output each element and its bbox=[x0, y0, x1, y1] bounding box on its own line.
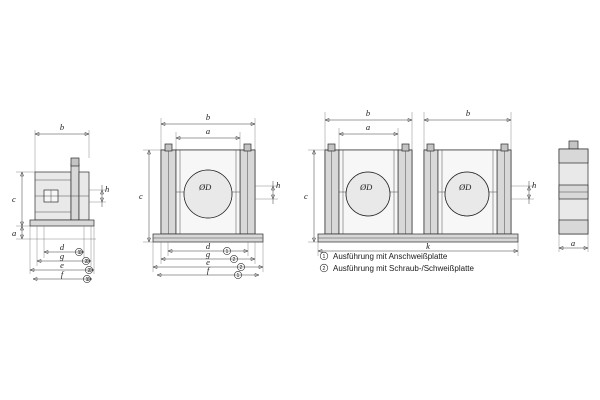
dim-a-view1 bbox=[12, 226, 96, 239]
end-band-bottom bbox=[559, 220, 588, 234]
dim-a-left-view3 bbox=[339, 122, 398, 150]
bolt-mid-right-view3 bbox=[427, 144, 434, 151]
side-plate-left-view3 bbox=[325, 150, 339, 234]
dim-h-view2 bbox=[255, 180, 280, 204]
bolt-end-view bbox=[569, 141, 578, 149]
base-plate bbox=[30, 220, 94, 226]
clamp-rib bbox=[71, 164, 79, 220]
note-marker-g-view2-text: 2 bbox=[232, 257, 236, 263]
dim-label-f-view1: f bbox=[60, 269, 64, 279]
dim-c-view2 bbox=[139, 150, 161, 242]
dim-label-e-view1: e bbox=[60, 260, 64, 270]
view-single-clamp-side-view bbox=[12, 122, 109, 283]
bore-label-right-view3: ØD bbox=[459, 182, 472, 192]
dim-label-k-view3: k bbox=[426, 241, 430, 251]
dim-label-c-view1: c bbox=[12, 194, 16, 204]
legend-text-1: Ausführung mit Anschweißplatte bbox=[333, 252, 448, 261]
note-marker-2-view1-text: 2 bbox=[84, 259, 88, 265]
side-plate-mid-right-view3 bbox=[424, 150, 438, 234]
legend bbox=[320, 252, 474, 273]
note-marker-f-view2-text: 1 bbox=[236, 273, 240, 279]
bore-label-view2: ØD bbox=[199, 182, 212, 192]
dim-h-view1 bbox=[89, 184, 109, 207]
dim-h-view3 bbox=[511, 180, 536, 204]
side-plate-mid-left-view3 bbox=[398, 150, 412, 234]
dim-label-f-view2: f bbox=[206, 265, 210, 275]
bolt-left-view2 bbox=[165, 144, 172, 151]
dim-label-b-left-view3: b bbox=[365, 108, 371, 118]
dim-label-h-view1: h bbox=[105, 184, 110, 194]
dim-b-view1 bbox=[35, 122, 89, 172]
dim-label-a-view4: a bbox=[570, 238, 576, 248]
end-band-top bbox=[559, 149, 588, 163]
dim-label-a-view2: a bbox=[205, 126, 211, 136]
note-marker-e-view1-text: 2 bbox=[87, 268, 91, 274]
dim-c-view1 bbox=[12, 172, 35, 226]
note-marker-e-view2-text: 2 bbox=[239, 265, 243, 271]
legend-marker-1-text: 1 bbox=[322, 254, 326, 260]
dim-c-view3 bbox=[304, 150, 325, 242]
dim-label-b-right-view3: b bbox=[465, 108, 471, 118]
legend-marker-2-text: 2 bbox=[322, 266, 326, 272]
dim-label-c-view3: c bbox=[304, 191, 308, 201]
bolt-head-top bbox=[71, 158, 79, 166]
view-clamp-end-view bbox=[559, 141, 588, 252]
note-marker-1-view1-text: 1 bbox=[77, 250, 81, 256]
note-marker-d-view2-text: 1 bbox=[225, 249, 229, 255]
side-plate-right-view3 bbox=[497, 150, 511, 234]
dim-a-view4 bbox=[559, 234, 588, 252]
bore-label-left-view3: ØD bbox=[360, 182, 373, 192]
dim-label-e-view2: e bbox=[206, 257, 210, 267]
bolt-left-view3 bbox=[328, 144, 335, 151]
dim-label-a-view1: a bbox=[12, 228, 17, 238]
dim-label-g-view1: g bbox=[59, 251, 65, 261]
dim-label-c-view2: c bbox=[139, 191, 143, 201]
dim-label-a-left-view3: a bbox=[365, 122, 371, 132]
view-twin-clamp-front-view bbox=[304, 108, 536, 256]
bolt-right-view3 bbox=[501, 144, 508, 151]
dim-label-b-view2: b bbox=[205, 112, 211, 122]
view-single-clamp-front-view bbox=[139, 112, 280, 279]
bolt-right-view2 bbox=[244, 144, 251, 151]
dim-label-b-view1: b bbox=[59, 122, 65, 132]
note-marker-f-view1-text: 1 bbox=[85, 277, 89, 283]
dim-label-h-view2: h bbox=[276, 180, 281, 190]
bolt-mid-left-view3 bbox=[402, 144, 409, 151]
dim-label-d-view1: d bbox=[59, 242, 65, 252]
legend-text-2: Ausführung mit Schraub-/Schweißplatte bbox=[333, 264, 474, 273]
dim-b-right-view3 bbox=[424, 108, 511, 150]
dim-f-view1 bbox=[33, 269, 92, 283]
dim-label-d-view2: d bbox=[205, 241, 211, 251]
dim-label-g-view2: g bbox=[205, 249, 211, 259]
dim-a-view2 bbox=[176, 126, 240, 150]
dim-label-h-view3: h bbox=[532, 180, 537, 190]
